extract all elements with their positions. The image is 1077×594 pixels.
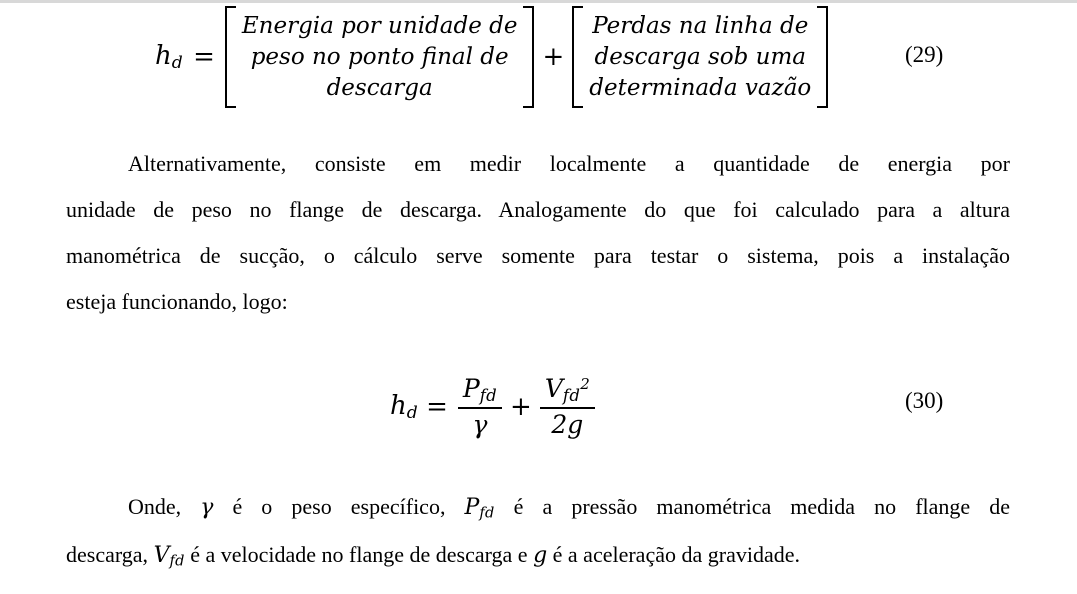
eq29-term-2 [583, 11, 817, 104]
eq29-term2-line3: determinada vazão [589, 74, 812, 101]
text-segment: é a aceleração da gravidade. [547, 542, 800, 567]
paragraph-1-line-3: manométrica de sucção, o cálculo serve somente para testar o sistema, pois a instalação [66, 243, 1010, 268]
equation-30-number: (30) [905, 388, 944, 413]
left-bracket-icon [572, 6, 583, 108]
eq30-frac2-num-base: V [544, 374, 563, 404]
text-segment: é a velocidade no flange de descarga e [184, 542, 534, 567]
math-symbol: V [153, 543, 170, 568]
paragraph-1-line-1: Alternativamente, consiste em medir localmente a quantidade de energia por [128, 151, 1010, 176]
eq30-fraction-1 [458, 375, 502, 439]
eq30-plus-sign: + [510, 392, 532, 422]
text-segment: descarga, [66, 542, 154, 567]
eq30-frac2-num-subscript: fd [562, 386, 581, 406]
eq30-frac1-num-base: P [462, 374, 480, 404]
left-bracket-icon [225, 6, 236, 108]
eq30-equals-sign: = [426, 392, 448, 422]
math-symbol: γ [200, 495, 214, 520]
equation-29-number: (29) [905, 42, 944, 67]
eq29-term2-line2: descarga sob uma [594, 43, 807, 70]
top-border-strip [0, 0, 1077, 3]
paragraph-2-line-1 [66, 483, 1010, 531]
eq30-lhs [390, 391, 418, 423]
paragraph-2-line-2 [66, 531, 1010, 579]
eq30-frac2-numerator [540, 375, 595, 409]
eq29-lhs-subscript: d [171, 53, 184, 74]
eq30-frac2-denominator: 2g [551, 410, 584, 440]
paragraph-1 [66, 141, 1010, 325]
eq29-term1-line2: peso no ponto final de [250, 43, 509, 70]
math-symbol: P [464, 495, 480, 520]
eq29-equals-sign: = [193, 42, 215, 72]
eq30-fraction-2 [540, 375, 595, 439]
eq29-lhs-base: h [155, 40, 172, 71]
math-symbol: g [533, 543, 548, 568]
eq30-lhs-base: h [390, 390, 407, 421]
math-symbol: fd [479, 505, 495, 522]
eq29-term1-line3: descarga [326, 74, 433, 101]
eq29-lhs [155, 41, 183, 73]
paragraph-1-line-2: unidade de peso no flange de descarga. Analogamente do que foi calculado para a altura [66, 197, 1010, 222]
text-segment: é a pressão manométrica medida no flange de [494, 494, 1011, 519]
eq30-frac1-num-subscript: fd [479, 386, 498, 406]
right-bracket-icon [523, 6, 534, 108]
eq29-term2-line1: Perdas na linha de [592, 12, 809, 39]
eq30-lhs-subscript: d [406, 403, 419, 424]
right-bracket-icon [817, 6, 828, 108]
eq30-frac2-num-superscript: 2 [580, 374, 590, 393]
text-segment: é o peso específico, [213, 494, 465, 519]
eq30-frac1-numerator [458, 375, 502, 409]
eq29-term-1 [236, 11, 524, 104]
paragraph-1-line-4: esteja funcionando, logo: [66, 289, 288, 314]
eq30-frac1-denominator: γ [472, 410, 488, 440]
math-symbol: fd [169, 553, 185, 570]
eq29-plus-sign: + [542, 42, 565, 72]
eq29-term1-line1: Energia por unidade de [241, 12, 518, 39]
paragraph-2 [66, 483, 1010, 579]
text-segment: Onde, [128, 494, 201, 519]
